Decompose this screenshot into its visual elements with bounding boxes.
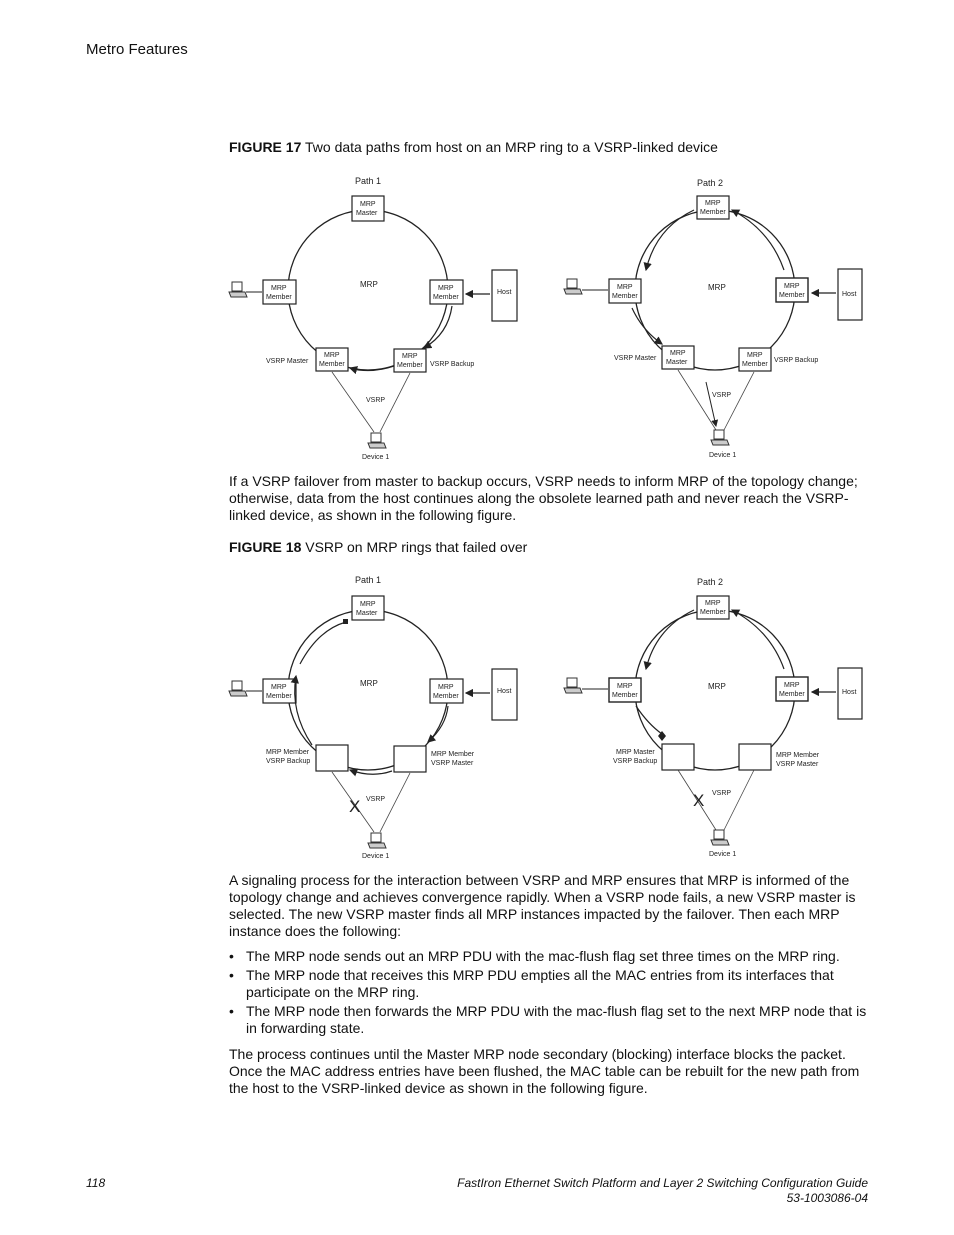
figure-18-diagram bbox=[0, 560, 954, 865]
fig18-l-ring-label: MRP bbox=[360, 679, 378, 688]
fig18-r-bottom-left-node bbox=[662, 744, 694, 770]
fig17-l-pc-icon bbox=[229, 282, 247, 297]
fig18-l-right-node bbox=[430, 679, 463, 703]
svg-text:MRP: MRP bbox=[705, 200, 721, 207]
svg-text:MRP: MRP bbox=[747, 352, 763, 359]
running-header: Metro Features bbox=[86, 41, 188, 58]
svg-text:Member: Member bbox=[433, 294, 459, 301]
fig17-l-vsrp-backup: VSRP Backup bbox=[430, 361, 475, 368]
fig18-r-device-icon bbox=[711, 830, 729, 845]
fig18-l-device-label: Device 1 bbox=[362, 853, 390, 860]
fig18-r-top-node bbox=[697, 596, 729, 619]
fig17-l-path-label: Path 1 bbox=[355, 176, 382, 186]
fig17-r-bottom-right-node bbox=[739, 348, 771, 371]
svg-text:Member: Member bbox=[779, 691, 805, 698]
bullet-list bbox=[229, 948, 869, 1039]
paragraph-2: A signaling process for the interaction between VSRP and MRP ensures that MRP is informed of the topology change and achieves convergence rapidly. When a VSRP node fails, a new VSRP master is selected. The new VSRP master finds all MRP instances impacted by the failover. Then each MRP instance does the following: bbox=[229, 872, 856, 939]
figure-18-caption bbox=[229, 539, 527, 555]
fig18-l-device-icon bbox=[368, 833, 386, 848]
fig18-r-br-role2: VSRP Master bbox=[776, 761, 819, 768]
footer-title-block bbox=[457, 1176, 868, 1206]
fig18-r-ring-label: MRP bbox=[708, 682, 726, 691]
bullet-item: • The MRP node that receives this MRP PDU empties all the MAC entries from its interfaces that participate on the MRP ring. bbox=[229, 967, 869, 1001]
svg-text:MRP: MRP bbox=[705, 600, 721, 607]
svg-text:Member: Member bbox=[433, 693, 459, 700]
svg-text:MRP: MRP bbox=[402, 353, 418, 360]
footer-doc-id: 53-1003086-04 bbox=[786, 1191, 868, 1205]
fig17-r-left-node bbox=[609, 279, 641, 303]
fig18-r-br-role1: MRP Member bbox=[776, 752, 820, 759]
svg-text:MRP: MRP bbox=[438, 285, 454, 292]
fig17-r-right-node bbox=[776, 278, 808, 302]
fig17-path2-diagram bbox=[564, 178, 862, 459]
fig17-l-top-node bbox=[352, 196, 384, 221]
fig17-l-left-node bbox=[263, 280, 296, 304]
svg-text:MRP: MRP bbox=[360, 601, 376, 608]
fig17-r-vsrp-label: VSRP bbox=[712, 392, 732, 399]
figure-17-title: Two data paths from host on an MRP ring to a VSRP-linked device bbox=[305, 139, 718, 155]
fig17-r-pc-icon bbox=[564, 279, 582, 294]
svg-text:Host: Host bbox=[842, 291, 857, 298]
svg-text:MRP: MRP bbox=[670, 350, 686, 357]
svg-text:Member: Member bbox=[700, 609, 726, 616]
fig18-r-path-label: Path 2 bbox=[697, 577, 724, 587]
figure-18-label: FIGURE 18 bbox=[229, 539, 302, 555]
svg-text:MRP: MRP bbox=[784, 283, 800, 290]
bullet-item: • The MRP node sends out an MRP PDU with the mac-flush flag set three times on the MRP ring. bbox=[229, 948, 869, 965]
svg-text:MRP: MRP bbox=[438, 684, 454, 691]
fig17-r-bottom-left-node bbox=[662, 346, 694, 369]
fig17-l-mrp-ring bbox=[288, 210, 448, 370]
fig18-l-top-node bbox=[352, 596, 384, 620]
paragraph-1: If a VSRP failover from master to backup occurs, VSRP needs to inform MRP of the topology change; otherwise, data from the host continues along the obsolete learned path and never reach the VSRP-linked device, as shown in the following figure. bbox=[229, 473, 858, 523]
fig17-r-path-label: Path 2 bbox=[697, 178, 724, 188]
fig17-l-vsrp-master: VSRP Master bbox=[266, 358, 309, 365]
fig18-l-br-role1: MRP Member bbox=[431, 751, 475, 758]
svg-text:Host: Host bbox=[842, 689, 857, 696]
fig17-l-right-node bbox=[430, 280, 463, 304]
fig18-r-bottom-right-node bbox=[739, 744, 771, 770]
fig18-r-left-node bbox=[609, 678, 641, 702]
svg-text:Member: Member bbox=[266, 693, 292, 700]
svg-text:MRP: MRP bbox=[271, 285, 287, 292]
svg-text:Master: Master bbox=[666, 359, 688, 366]
fig18-r-bl-role2: VSRP Backup bbox=[613, 758, 658, 765]
svg-text:MRP: MRP bbox=[617, 284, 633, 291]
fig17-l-bottom-left-node bbox=[316, 348, 348, 371]
fig18-l-bottom-left-node bbox=[316, 745, 348, 771]
fig17-r-device-label: Device 1 bbox=[709, 452, 737, 459]
svg-text:MRP: MRP bbox=[617, 683, 633, 690]
bullet-item: • The MRP node then forwards the MRP PDU with the mac-flush flag set to the next MRP node that is in forwarding state. bbox=[229, 1003, 869, 1037]
fig17-l-host bbox=[492, 270, 517, 321]
fig17-r-host bbox=[838, 269, 862, 320]
svg-text:Host: Host bbox=[497, 688, 512, 695]
fig18-l-br-role2: VSRP Master bbox=[431, 760, 474, 767]
fig18-r-device-label: Device 1 bbox=[709, 851, 737, 858]
fig18-r-bl-role1: MRP Master bbox=[616, 749, 655, 756]
svg-text:Master: Master bbox=[356, 610, 378, 617]
fig18-l-vsrp-label: VSRP bbox=[366, 796, 386, 803]
fig18-path2-diagram bbox=[564, 577, 862, 858]
fig18-l-bottom-right-node bbox=[394, 746, 426, 772]
fig18-r-failure-x: X bbox=[693, 791, 705, 810]
fig17-l-device-label: Device 1 bbox=[362, 454, 390, 461]
fig18-l-path-label: Path 1 bbox=[355, 575, 382, 585]
fig18-l-left-node bbox=[263, 679, 296, 703]
svg-text:MRP: MRP bbox=[360, 201, 376, 208]
fig18-l-bl-role1: MRP Member bbox=[266, 749, 310, 756]
svg-text:MRP: MRP bbox=[271, 684, 287, 691]
fig18-l-failure-x: X bbox=[349, 797, 361, 816]
fig17-l-ring-label: MRP bbox=[360, 280, 378, 289]
svg-text:Member: Member bbox=[612, 293, 638, 300]
footer-guide-title: FastIron Ethernet Switch Platform and Layer 2 Switching Configuration Guide bbox=[457, 1176, 868, 1190]
svg-text:Member: Member bbox=[779, 292, 805, 299]
fig17-r-vsrp-master: VSRP Master bbox=[614, 355, 657, 362]
fig17-r-vsrp-backup: VSRP Backup bbox=[774, 357, 819, 364]
svg-text:Master: Master bbox=[356, 210, 378, 217]
fig17-l-vsrp-label: VSRP bbox=[366, 397, 386, 404]
fig17-r-top-node bbox=[697, 196, 729, 219]
fig17-r-ring-label: MRP bbox=[708, 283, 726, 292]
fig18-r-vsrp-label: VSRP bbox=[712, 790, 732, 797]
fig18-path1-diagram bbox=[229, 575, 517, 860]
fig17-l-device-icon bbox=[368, 433, 386, 448]
fig18-l-pc-icon bbox=[229, 681, 247, 696]
paragraph-3: The process continues until the Master MRP node secondary (blocking) interface blocks the packet. Once the MAC address entries have been flushed, the MAC table can be rebuilt for the new path from the host to the VSRP-linked device as shown in the following figure. bbox=[229, 1046, 860, 1096]
svg-text:Member: Member bbox=[700, 209, 726, 216]
figure-18-title: VSRP on MRP rings that failed over bbox=[305, 539, 528, 555]
svg-text:Member: Member bbox=[397, 362, 423, 369]
fig18-r-pc-icon bbox=[564, 678, 582, 693]
fig18-l-bl-role2: VSRP Backup bbox=[266, 758, 311, 765]
svg-text:Member: Member bbox=[742, 361, 768, 368]
svg-text:MRP: MRP bbox=[784, 682, 800, 689]
fig17-l-bottom-right-node bbox=[394, 349, 426, 372]
svg-text:MRP: MRP bbox=[324, 352, 340, 359]
fig17-r-device-icon bbox=[711, 430, 729, 445]
svg-text:Member: Member bbox=[266, 294, 292, 301]
svg-text:Host: Host bbox=[497, 289, 512, 296]
svg-text:Member: Member bbox=[612, 692, 638, 699]
fig18-r-right-node bbox=[776, 677, 808, 701]
svg-text:Member: Member bbox=[319, 361, 345, 368]
figure-17-diagram bbox=[0, 0, 954, 480]
figure-17-label: FIGURE 17 bbox=[229, 139, 302, 155]
fig18-l-host bbox=[492, 669, 517, 720]
fig17-path1-diagram bbox=[229, 176, 517, 461]
page-number: 118 bbox=[86, 1176, 106, 1190]
fig18-r-host bbox=[838, 668, 862, 719]
